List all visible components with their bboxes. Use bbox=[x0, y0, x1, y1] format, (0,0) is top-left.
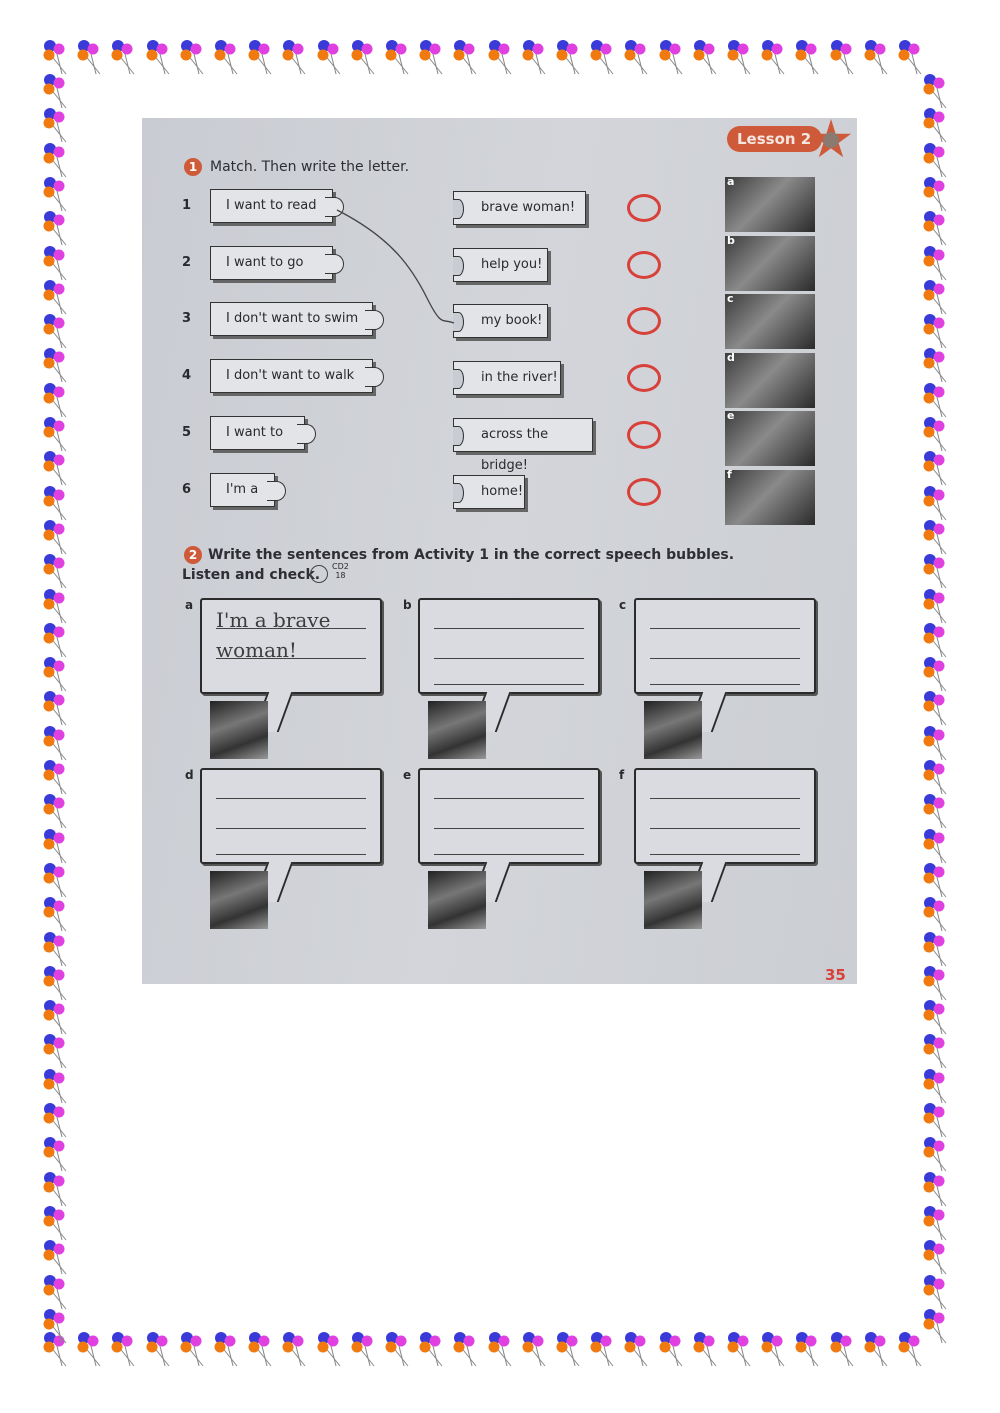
balloon-icon bbox=[922, 1204, 952, 1242]
balloon-icon bbox=[922, 998, 952, 1036]
balloon-icon bbox=[42, 998, 72, 1036]
balloon-icon bbox=[555, 38, 585, 76]
balloon-icon bbox=[521, 38, 551, 76]
bubble-label: d bbox=[185, 768, 194, 782]
balloon-icon bbox=[42, 72, 72, 110]
balloon-icon bbox=[922, 1032, 952, 1070]
row-number: 5 bbox=[182, 424, 192, 440]
balloon-icon bbox=[42, 621, 72, 659]
balloon-icon bbox=[623, 38, 653, 76]
balloon-icon bbox=[247, 1330, 277, 1368]
balloon-icon bbox=[922, 518, 952, 556]
sentence-start-text: I don't want to swim bbox=[226, 311, 359, 327]
balloon-icon bbox=[922, 827, 952, 865]
track-number: 18 bbox=[335, 571, 346, 580]
balloon-icon bbox=[42, 552, 72, 590]
balloon-icon bbox=[110, 1330, 140, 1368]
page-number: 35 bbox=[825, 966, 846, 984]
balloon-icon bbox=[247, 38, 277, 76]
picture-letter: d bbox=[727, 350, 735, 364]
balloon-icon bbox=[179, 1330, 209, 1368]
balloon-icon bbox=[922, 209, 952, 247]
balloon-icon bbox=[42, 415, 72, 453]
balloon-icon bbox=[922, 587, 952, 625]
balloon-icon bbox=[76, 1330, 106, 1368]
row-number: 1 bbox=[182, 198, 192, 213]
balloon-icon bbox=[42, 381, 72, 419]
balloon-icon bbox=[922, 758, 952, 796]
balloon-icon bbox=[42, 38, 72, 76]
balloon-icon bbox=[922, 1273, 952, 1311]
balloon-icon bbox=[922, 1307, 952, 1345]
balloon-icon bbox=[42, 689, 72, 727]
balloon-icon bbox=[42, 1273, 72, 1311]
balloon-icon bbox=[760, 38, 790, 76]
balloon-icon bbox=[922, 724, 952, 762]
row-number: 4 bbox=[182, 368, 192, 384]
balloon-icon bbox=[316, 1330, 346, 1368]
sentence-start-text: I want to go bbox=[226, 254, 304, 270]
balloon-icon bbox=[42, 175, 72, 213]
balloon-icon bbox=[42, 244, 72, 282]
balloon-icon bbox=[487, 1330, 517, 1368]
balloon-icon bbox=[589, 38, 619, 76]
balloon-icon bbox=[213, 1330, 243, 1368]
balloon-icon bbox=[42, 1032, 72, 1070]
balloon-icon bbox=[179, 38, 209, 76]
handwritten-answer-line2: woman! bbox=[216, 638, 297, 662]
balloon-icon bbox=[922, 1101, 952, 1139]
balloon-icon bbox=[42, 1067, 72, 1105]
balloon-icon bbox=[922, 655, 952, 693]
speech-bubble[interactable] bbox=[418, 598, 600, 694]
balloon-icon bbox=[145, 38, 175, 76]
balloon-icon bbox=[922, 141, 952, 179]
character-picture bbox=[210, 871, 268, 929]
balloon-icon bbox=[692, 1330, 722, 1368]
balloon-icon bbox=[922, 1238, 952, 1276]
balloon-icon bbox=[922, 346, 952, 384]
balloon-icon bbox=[42, 484, 72, 522]
row-number: 6 bbox=[182, 481, 192, 497]
balloon-icon bbox=[922, 278, 952, 316]
balloon-icon bbox=[487, 38, 517, 76]
balloon-icon bbox=[922, 621, 952, 659]
balloon-icon bbox=[829, 38, 859, 76]
activity-2-number: 2 bbox=[184, 546, 202, 564]
character-picture bbox=[210, 701, 268, 759]
balloon-icon bbox=[692, 38, 722, 76]
picture-letter: e bbox=[727, 409, 735, 422]
balloon-icon bbox=[726, 38, 756, 76]
character-picture bbox=[428, 701, 486, 759]
balloon-icon bbox=[42, 449, 72, 487]
workbook-page-photo bbox=[142, 118, 857, 984]
balloon-icon bbox=[760, 1330, 790, 1368]
balloon-icon bbox=[452, 1330, 482, 1368]
balloon-icon bbox=[42, 1307, 72, 1345]
balloon-icon bbox=[922, 175, 952, 213]
balloon-icon bbox=[922, 1067, 952, 1105]
activity-1-instruction: Match. Then write the letter. bbox=[210, 159, 410, 175]
balloon-icon bbox=[897, 38, 927, 76]
balloon-icon bbox=[42, 346, 72, 384]
speech-bubble[interactable] bbox=[634, 768, 816, 864]
balloon-icon bbox=[384, 1330, 414, 1368]
balloon-icon bbox=[922, 930, 952, 968]
balloon-icon bbox=[42, 758, 72, 796]
balloon-icon bbox=[726, 1330, 756, 1368]
balloon-icon bbox=[384, 38, 414, 76]
balloon-icon bbox=[589, 1330, 619, 1368]
activity-2-instruction-2: Listen and check. bbox=[182, 567, 321, 583]
speech-bubble[interactable] bbox=[200, 768, 382, 864]
balloon-icon bbox=[42, 209, 72, 247]
balloon-icon bbox=[110, 38, 140, 76]
speech-bubble[interactable] bbox=[418, 768, 600, 864]
bubble-label: b bbox=[403, 598, 412, 612]
balloon-icon bbox=[829, 1330, 859, 1368]
balloon-icon bbox=[42, 106, 72, 144]
sentence-start-text: I don't want to walk bbox=[226, 368, 355, 384]
balloon-icon bbox=[418, 38, 448, 76]
balloon-icon bbox=[922, 861, 952, 899]
bubble-label: f bbox=[619, 768, 625, 782]
balloon-icon bbox=[42, 1170, 72, 1208]
balloon-icon bbox=[42, 1238, 72, 1276]
balloon-icon bbox=[863, 38, 893, 76]
sentence-end-text: in the river! bbox=[481, 370, 558, 386]
balloon-icon bbox=[42, 1101, 72, 1139]
row-number: 2 bbox=[182, 254, 192, 270]
character-picture bbox=[644, 871, 702, 929]
balloon-icon bbox=[42, 587, 72, 625]
sentence-end-text: my book! bbox=[481, 313, 543, 329]
sentence-end-text: across the bridge! bbox=[481, 426, 549, 473]
balloon-icon bbox=[863, 1330, 893, 1368]
row-number: 3 bbox=[182, 311, 192, 327]
balloon-icon bbox=[922, 244, 952, 282]
cd-icon bbox=[310, 565, 328, 583]
bubble-label: a bbox=[185, 598, 194, 612]
sentence-start-text: I want to bbox=[226, 424, 284, 440]
balloon-icon bbox=[922, 1135, 952, 1173]
character-picture bbox=[644, 701, 702, 759]
balloon-icon bbox=[452, 38, 482, 76]
balloon-icon bbox=[794, 38, 824, 76]
balloon-icon bbox=[281, 38, 311, 76]
balloon-icon bbox=[316, 38, 346, 76]
balloon-icon bbox=[42, 1135, 72, 1173]
character-picture bbox=[428, 871, 486, 929]
balloon-icon bbox=[922, 72, 952, 110]
balloon-icon bbox=[350, 38, 380, 76]
cd-label: CD2 bbox=[332, 562, 349, 571]
picture-letter: c bbox=[727, 292, 734, 305]
balloon-icon bbox=[42, 312, 72, 350]
balloon-icon bbox=[42, 655, 72, 693]
sentence-end-text: home! bbox=[481, 483, 524, 499]
balloon-icon bbox=[76, 38, 106, 76]
sentence-start-text: I'm a bbox=[226, 481, 259, 497]
balloon-icon bbox=[418, 1330, 448, 1368]
sentence-end-text: help you! bbox=[481, 256, 543, 272]
balloon-icon bbox=[922, 689, 952, 727]
balloon-icon bbox=[922, 552, 952, 590]
balloon-icon bbox=[922, 1170, 952, 1208]
balloon-icon bbox=[922, 449, 952, 487]
balloon-icon bbox=[42, 895, 72, 933]
balloon-icon bbox=[922, 415, 952, 453]
sentence-start-text: I want to read bbox=[226, 198, 317, 213]
balloon-icon bbox=[42, 278, 72, 316]
speech-bubble[interactable] bbox=[634, 598, 816, 694]
balloon-icon bbox=[922, 895, 952, 933]
lesson-badge: Lesson 2 bbox=[727, 126, 822, 152]
balloon-icon bbox=[42, 1204, 72, 1242]
handwritten-answer-line1: I'm a brave bbox=[216, 608, 331, 632]
activity-1-number: 1 bbox=[184, 158, 202, 176]
picture-letter: b bbox=[727, 233, 735, 247]
balloon-icon bbox=[42, 141, 72, 179]
activity-2-instruction: Write the sentences from Activity 1 in the correct speech bubbles. bbox=[208, 547, 735, 563]
picture-letter: f bbox=[727, 467, 732, 481]
balloon-icon bbox=[213, 38, 243, 76]
bubble-label: c bbox=[619, 598, 627, 612]
balloon-icon bbox=[350, 1330, 380, 1368]
balloon-icon bbox=[922, 106, 952, 144]
balloon-icon bbox=[281, 1330, 311, 1368]
balloon-icon bbox=[922, 964, 952, 1002]
picture-letter: a bbox=[727, 175, 735, 188]
balloon-icon bbox=[145, 1330, 175, 1368]
balloon-icon bbox=[922, 484, 952, 522]
speech-bubble[interactable] bbox=[200, 598, 382, 694]
bubble-label: e bbox=[403, 768, 412, 782]
balloon-icon bbox=[42, 827, 72, 865]
balloon-icon bbox=[922, 792, 952, 830]
balloon-icon bbox=[555, 1330, 585, 1368]
balloon-icon bbox=[922, 312, 952, 350]
balloon-icon bbox=[42, 964, 72, 1002]
balloon-icon bbox=[42, 792, 72, 830]
balloon-icon bbox=[521, 1330, 551, 1368]
balloon-icon bbox=[794, 1330, 824, 1368]
sentence-end-text: brave woman! bbox=[481, 200, 576, 215]
balloon-icon bbox=[922, 381, 952, 419]
balloon-icon bbox=[658, 38, 688, 76]
balloon-icon bbox=[623, 1330, 653, 1368]
balloon-icon bbox=[42, 518, 72, 556]
balloon-icon bbox=[42, 930, 72, 968]
balloon-icon bbox=[658, 1330, 688, 1368]
balloon-icon bbox=[42, 724, 72, 762]
balloon-icon bbox=[42, 861, 72, 899]
